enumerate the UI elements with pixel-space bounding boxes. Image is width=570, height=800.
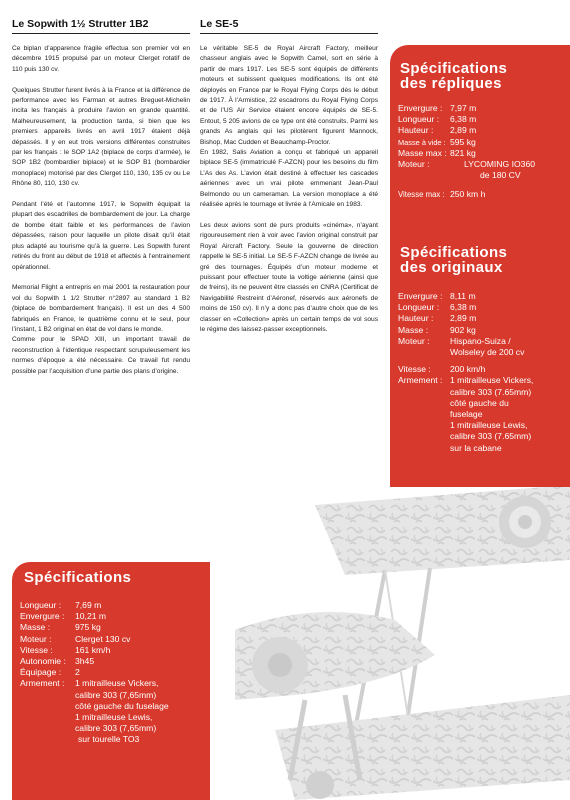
biplane-illustration [235,480,570,800]
spec-row: Envergure : 7,97 m [398,103,477,113]
originals-title-line2: des originaux [400,259,503,276]
spec-row: Hauteur : 2,89 m [398,125,477,136]
sopwith-paragraph: Memorial Flight a entrepris en mai 2001 la restauration pour vol du Sopwith 1 1/2 Strutter n°2897 au standard 1 B2 (biplace de bombardement français). Il est un des 4 500 fabriqués en France, le quatrième connu et le seul, pour l’instant, 1 B2 original en état de vol dans le monde. [12,284,190,333]
spec-row: fuselage [450,409,483,420]
replicas-title [400,61,507,91]
spec-row: de 180 CV [480,170,521,181]
spec-row: Longueur : 6,38 m [398,302,477,313]
spec-row: Moteur : Clerget 130 cv [20,633,131,644]
replicas-spec-box [390,45,570,487]
spec-row: Wolseley de 200 cv [450,347,525,358]
se5-paragraph: Les deux avions sont de purs produits «cinéma», n’ayant rigoureusement rien à voir avec l’avion original construit par Royal Aircraft Factory. Seule la gouverne de direction rappelle le SE-5 initial. Le SE-5 F-AZCN change de livrée au gré des tournages. Équipés d’un moteur moderne et puissant pour effectuer toute la voltige aérienne (ainsi que de freins), ils ne peuvent être classés en CNRA (Certificat de Navigabilité Restreint d’Aéronef, réservés aux aéronefs de moins de 150 cv). Il n’y a donc pas d’autre choix que de les classer en «Collection» après un certain temps de vol sous le régime des laissez-passer exceptionnels. [200,221,378,333]
sopwith-heading: Le Sopwith 1½ Strutter 1B2 [12,18,149,30]
sopwith-paragraph: Pendant l’été et l’automne 1917, le Sopwith équipait la plupart des escadrilles de bombardement de jour. La charge de bombe était faible et les performances de l’avion dépassées, raison pour laquelle un pilote disait qu’il était plus adapté au tourisme qu’à la guerre. Les Sopwith furent retirés du front au début de 1918 et affectés à l’entrainement opérationnel. [12,201,190,271]
spec-row: Moteur : LYCOMING IO360 [398,159,535,170]
spec-row: calibre 303 (7.65mm) [450,386,532,397]
spec-row: calibre 303 (7.65mm) [450,431,532,442]
spec-row: Hauteur : 2,89 m [398,313,477,324]
spec-row: Envergure : 8,11 m [398,291,476,301]
spec-row: calibre 303 (7,65mm) [75,689,157,700]
spec-row: côté gauche du fuselage [75,700,169,711]
sopwith-paragraph: Quelques Strutter furent livrés à la France et la différence de performance avec les Farman et autres Breguet-Michelin incita les français à produire l’avion en grande quantité. Malheureusement, la production tarda, si bien que les premiers appareils livrés en avril 1917 étaient déjà dépassés. Il y en eut trois versions différentes construites par les français : le SOP 1A2 (biplace de corps d’armée), le SOP 1B2 (bombardier biplace) et le SOP B1 (bombardier monoplace) motorisé par des Clerget 110, 130, 135 cv ou Le Rhône 80, 110, 130 cv. [12,86,190,188]
spec-row: Vitesse : 200 km/h [398,364,486,375]
spec-row: Armement : 1 mitrailleuse Vickers, [20,678,159,689]
se5-text [200,44,378,346]
originals-title-line1: Spécifications [400,244,508,261]
spec-row: sur tourelle TO3 [78,734,140,745]
sopwith-heading-rule [12,33,190,34]
replicas-title-line2: des répliques [400,75,502,92]
spec-row: Masse : 902 kg [398,324,476,335]
spec-row: Longueur : 7,69 m [20,600,102,610]
spec-row: 1 mitrailleuse Lewis, [450,420,528,431]
spec-row: Vitesse max : 250 km h [398,189,486,200]
originals-spec-list [398,291,566,454]
spec-row: Autonomie : 3h45 [20,656,95,667]
sopwith-text [12,44,190,387]
sopwith-paragraph: Ce biplan d’apparence fragile effectua son premier vol en décembre 1915 propulsé par un moteur Clerget rotatif de 110 puis 130 cv. [12,45,190,73]
spec-row: Masse à vide : 595 kg [398,136,476,147]
spec-row: Masse : 975 kg [20,622,101,633]
spec-row: Longueur : 6,38 m [398,114,477,125]
spec-row: sur la cabane [450,442,502,453]
spec-row: calibre 303 (7,65mm) [75,723,157,734]
se5-paragraph: En 1982, Salis Aviation a conçu et fabriqué un appareil biplace SE-5 (immatriculé F-AZCN) pour les besoins du film L’As des As. L’avion était destiné à effectuer les cascades aériennes avec un vrai pilote emmenant Jean-Paul Belmondo ou un cameraman. La version monoplace a été réalisée après le tournage et livrée à l’Amicale en 1983. [200,149,378,209]
spec-row: Masse max : 821 kg [398,147,476,158]
spec-row: Équipage : 2 [20,667,80,678]
spec-row: Envergure : 10,21 m [20,611,107,622]
biplane-photo [235,480,570,800]
spec-row: Armement : 1 mitrailleuse Vickers, [398,375,534,386]
sopwith-spec-title: Spécifications [24,569,132,586]
sopwith-spec-box [12,562,210,800]
spec-row: 1 mitrailleuse Lewis, [75,712,153,723]
se5-paragraph: Le véritable SE-5 de Royal Aircraft Factory, meilleur chasseur anglais avec le Sopwith Camel, sort en série à partir de mars 1917. Les SE-5 sont équipés de différents moteurs et subissent quelques modifications. Ils ont été déployés en France par le Royal Flying Corps dès le début de 1917. À l’Armistice, 22 escadrons du Royal Flying Corps et de l’US Air Service étaient encore équipés de SE-5. Entout, 5 205 avions de ce type ont été construits. Parmi les grands As anglais qui les pilotèrent figurent Mannock, Bishop, Mac Cudden et Beauchamp-Proctor. [200,45,378,146]
spec-row: côté gauche du [450,397,509,408]
sopwith-paragraph: Comme pour le SPAD XIII, un important travail de reconstruction à l’identique respectant scrupuleusement les normes d’époque a été nécessaire. Ce travail fut rendu possible par l’acquisition d’une partie des plans d’origine. [12,336,190,375]
spec-row: Vitesse : 161 km/h [20,644,111,655]
se5-heading: Le SE-5 [200,18,239,30]
sopwith-spec-list [20,600,208,746]
replicas-title-line1: Spécifications [400,60,508,77]
spec-row: Moteur : Hispano-Suiza / [398,335,511,346]
originals-title [400,245,507,275]
se5-heading-rule [200,33,378,34]
replicas-spec-list [398,103,566,201]
